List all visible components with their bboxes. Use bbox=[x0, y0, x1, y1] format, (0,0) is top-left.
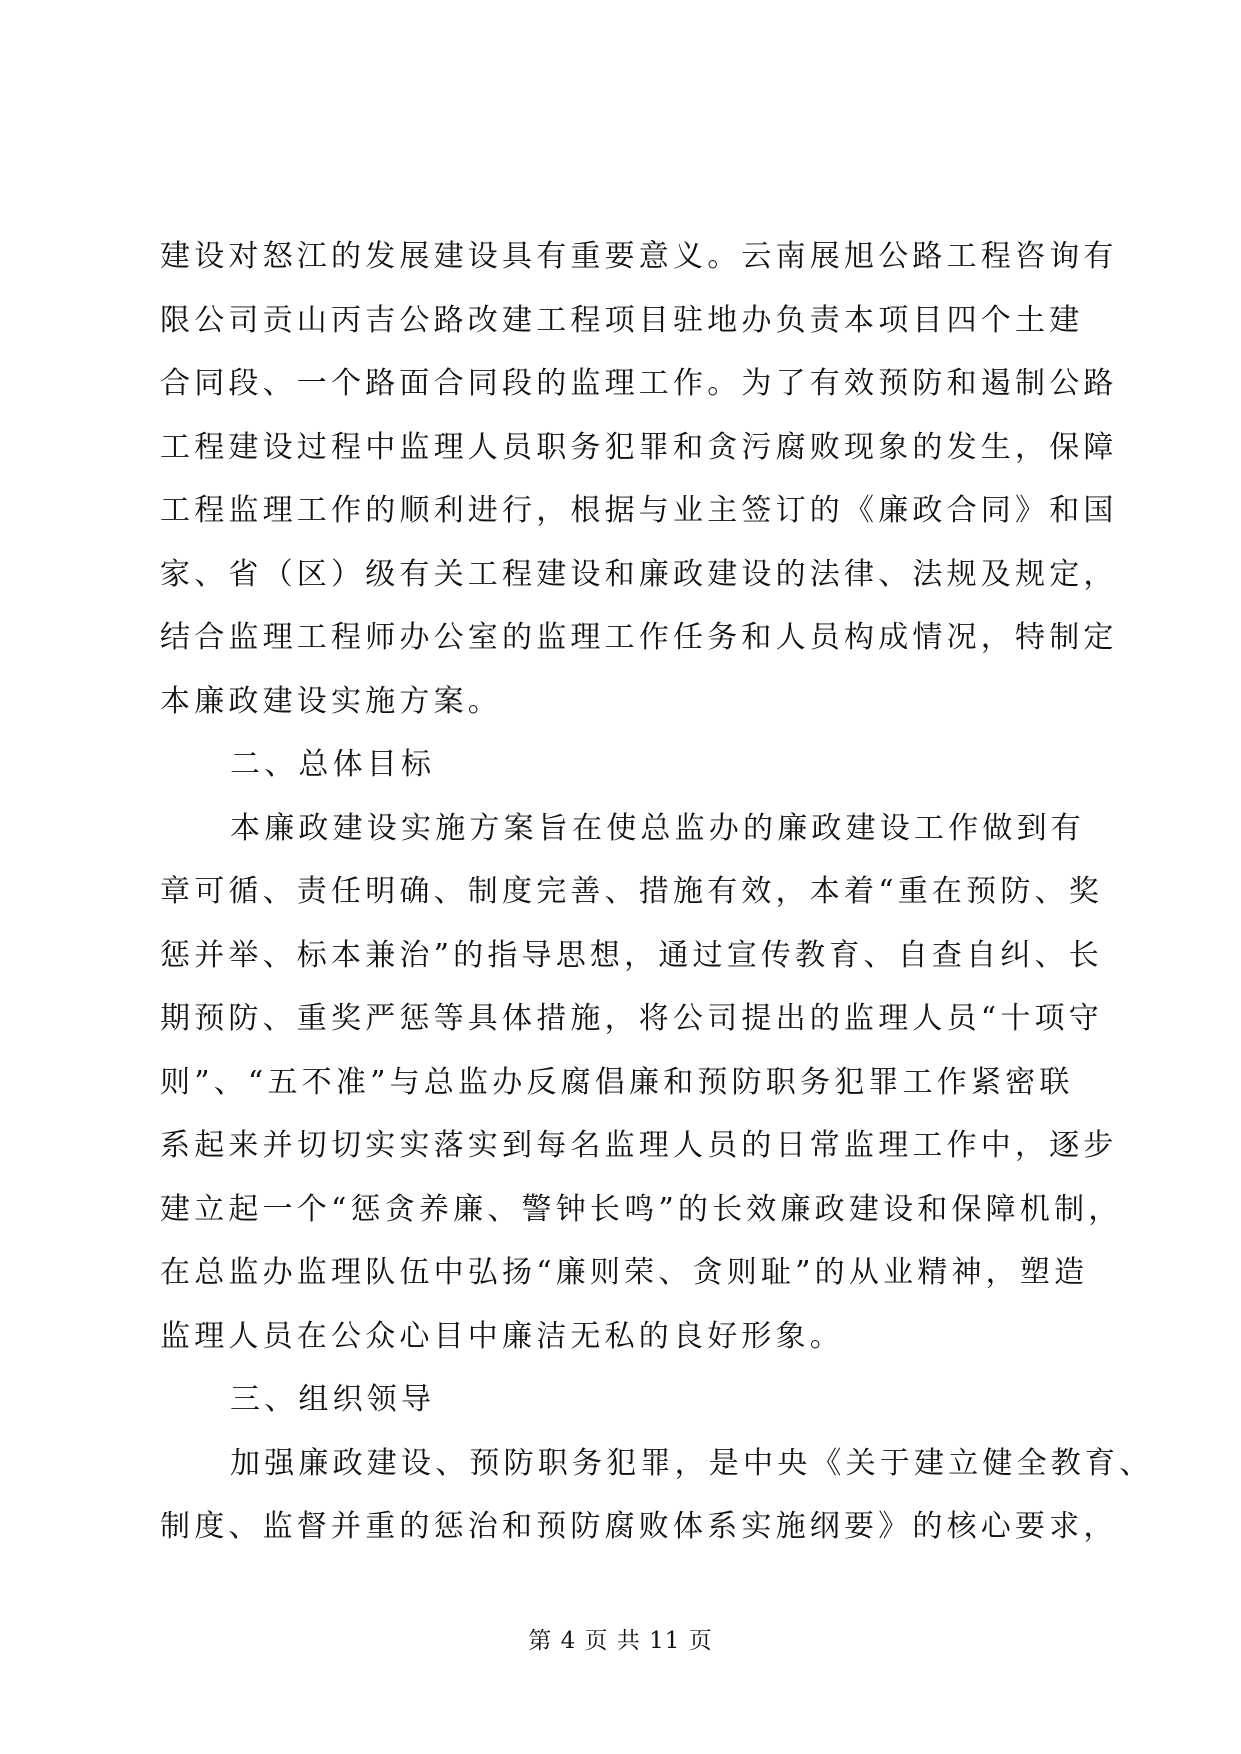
text-line: 期预防、重奖严惩等具体措施，将公司提出的监理人员“十项守 bbox=[160, 1001, 1103, 1036]
text-line: 结合监理工程师办公室的监理工作任务和人员构成情况，特制定 bbox=[160, 620, 1118, 655]
text-line: 在总监办监理队伍中弘扬“廉则荣、贪则耻”的从业精神，塑造 bbox=[160, 1255, 1089, 1290]
text-line: 章可循、责任明确、制度完善、措施有效，本着“重在预防、奖 bbox=[160, 874, 1103, 909]
text-line: 工程监理工作的顺利进行，根据与业主签订的《廉政合同》和国 bbox=[160, 493, 1118, 528]
text-line: 建立起一个“惩贪养廉、警钟长鸣”的长效廉政建设和保障机制， bbox=[160, 1191, 1123, 1227]
text-line: 建设对怒江的发展建设具有重要意义。云南展旭公路工程咨询有 bbox=[160, 239, 1118, 274]
page-footer: 第 4 页 共 11 页 bbox=[528, 1628, 713, 1654]
text-line: 系起来并切切实实落实到每名监理人员的日常监理工作中，逐步 bbox=[160, 1128, 1118, 1163]
document-body bbox=[160, 225, 1154, 1559]
text-line: 合同段、一个路面合同段的监理工作。为了有效预防和遏制公路 bbox=[160, 366, 1118, 401]
text-line: 本廉政建设实施方案。 bbox=[160, 683, 502, 719]
text-line: 二、总体目标 bbox=[230, 747, 436, 782]
text-line: 家、省（区）级有关工程建设和廉政建设的法律、法规及规定， bbox=[160, 556, 1118, 592]
text-line: 加强廉政建设、预防职务犯罪，是中央《关于建立健全教育、 bbox=[230, 1445, 1154, 1481]
text-line: 监理人员在公众心目中廉洁无私的良好形象。 bbox=[160, 1318, 844, 1354]
text-line: 三、组织领导 bbox=[230, 1382, 436, 1417]
text-line: 制度、监督并重的惩治和预防腐败体系实施纲要》的核心要求， bbox=[160, 1509, 1118, 1544]
text-line: 工程建设过程中监理人员职务犯罪和贪污腐败现象的发生，保障 bbox=[160, 429, 1118, 465]
text-line: 惩并举、标本兼治”的指导思想，通过宣传教育、自查自纠、长 bbox=[160, 937, 1103, 973]
text-line: 则”、“五不准”与总监办反腐倡廉和预防职务犯罪工作紧密联 bbox=[160, 1064, 1074, 1100]
text-line: 本廉政建设实施方案旨在使总监办的廉政建设工作做到有 bbox=[230, 810, 1085, 846]
text-line: 限公司贡山丙吉公路改建工程项目驻地办负责本项目四个土建 bbox=[160, 302, 1084, 338]
